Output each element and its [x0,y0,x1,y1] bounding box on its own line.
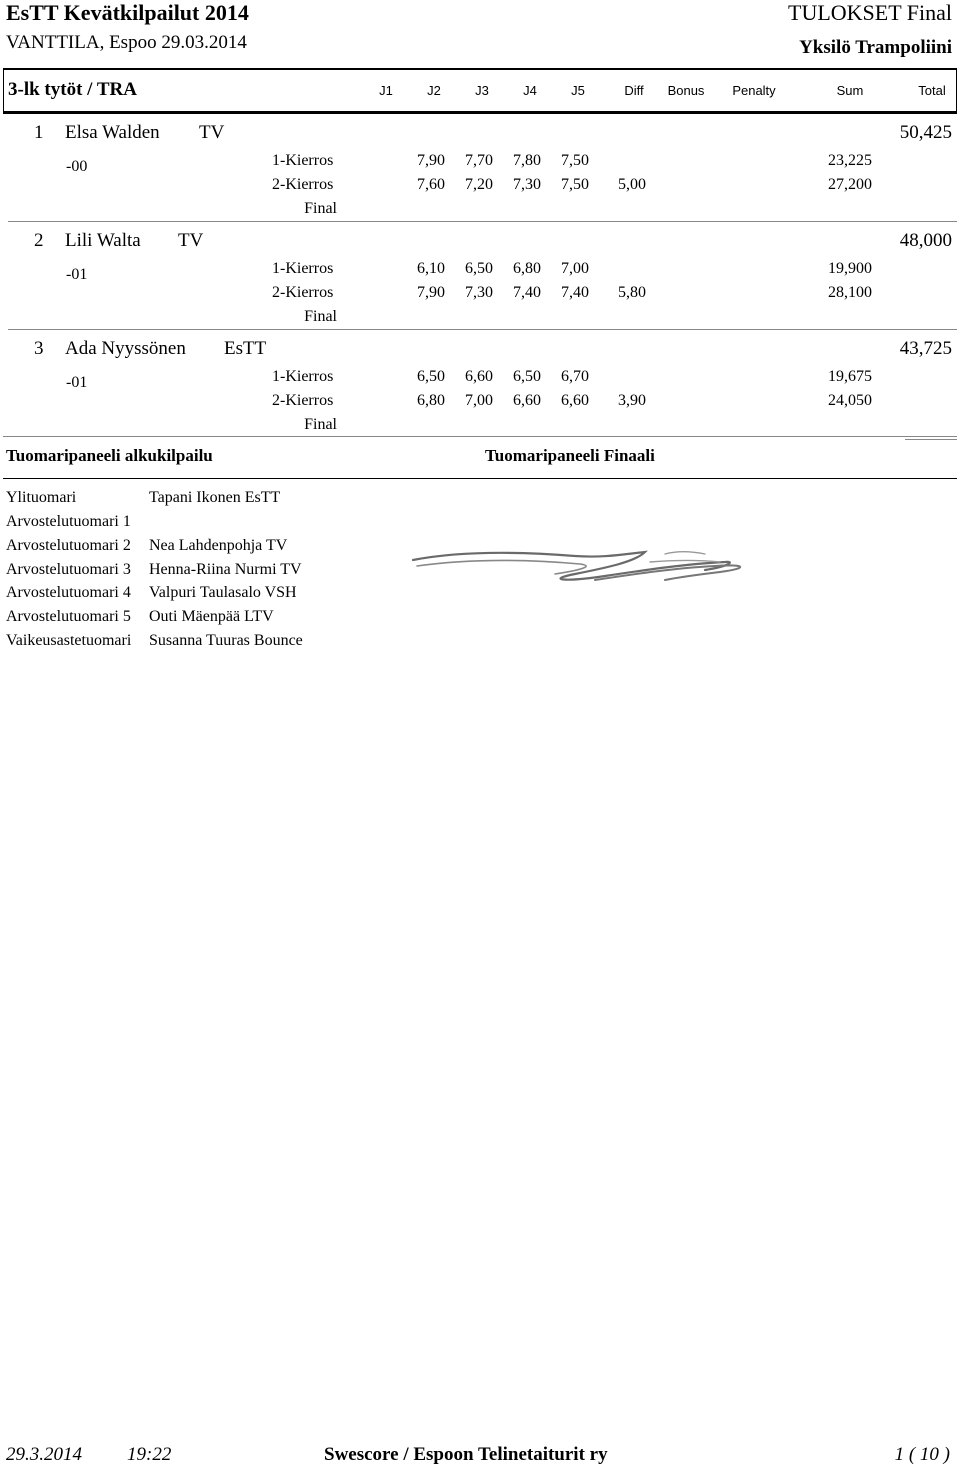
judge-name: Outi Mäenpää LTV [149,608,274,625]
athlete-name: Lili Walta [65,230,141,251]
judge-name: Henna-Riina Nurmi TV [149,561,302,578]
athlete-name: Ada Nyyssönen [65,338,186,359]
round-label: 1-Kierros [272,260,334,277]
score-diff: 5,80 [618,284,646,301]
athlete-year: -01 [66,374,88,391]
score-diff: 5,00 [618,176,646,193]
score-j1: 6,50 [417,368,445,385]
round-label: Final [304,308,337,325]
score-sum: 28,100 [828,284,872,301]
judge-name: Nea Lahdenpohja TV [149,537,288,554]
athlete-year: -00 [66,158,88,175]
score-j3: 6,60 [513,392,541,409]
score-j4: 7,00 [561,260,589,277]
athlete-total: 50,425 [899,122,952,143]
athlete-rank: 1 [34,122,44,143]
score-sum: 27,200 [828,176,872,193]
col-total: Total [918,83,946,98]
athlete-year: -01 [66,266,88,283]
col-j2: J2 [427,83,441,98]
score-sum: 19,675 [828,368,872,385]
final-panel-title: Tuomaripaneeli Finaali [485,446,655,465]
athlete-club: EsTT [224,338,267,359]
judge-role: Arvostelutuomari 1 [6,513,131,530]
col-j4: J4 [523,83,537,98]
round-label: 1-Kierros [272,152,334,169]
judge-name: Valpuri Taulasalo VSH [149,584,297,601]
table-bottom-rule [3,436,957,437]
athlete-total: 48,000 [899,230,952,251]
col-j1: J1 [379,83,393,98]
venue-date: VANTTILA, Espoo 29.03.2014 [6,32,247,53]
judge-role: Arvostelutuomari 5 [6,608,131,625]
score-j2: 6,60 [465,368,493,385]
category-name: 3-lk tytöt / TRA [8,79,137,100]
panel-rule [3,478,957,479]
footer-page-number: 1 ( 10 ) [894,1444,950,1465]
col-bonus: Bonus [667,83,705,98]
score-j2: 7,30 [465,284,493,301]
score-j3: 6,80 [513,260,541,277]
score-j2: 7,70 [465,152,493,169]
event-name: Yksilö Trampoliini [799,37,952,58]
col-penalty: Penalty [732,83,776,98]
score-sum: 23,225 [828,152,872,169]
score-j3: 7,40 [513,284,541,301]
score-j1: 6,10 [417,260,445,277]
col-j5: J5 [571,83,585,98]
score-sum: 24,050 [828,392,872,409]
score-j4: 6,60 [561,392,589,409]
score-j4: 7,50 [561,176,589,193]
judge-role: Vaikeusastetuomari [6,632,132,649]
score-j3: 6,50 [513,368,541,385]
score-j2: 6,50 [465,260,493,277]
col-j3: J3 [475,83,489,98]
score-j1: 7,90 [417,284,445,301]
round-label: 1-Kierros [272,368,334,385]
judge-role: Arvostelutuomari 4 [6,584,131,601]
athlete-name: Elsa Walden [65,122,160,143]
judge-role: Ylituomari [6,489,77,506]
header-rule [3,68,957,70]
round-label: 2-Kierros [272,284,334,301]
score-j1: 6,80 [417,392,445,409]
judge-role: Arvostelutuomari 3 [6,561,131,578]
score-j3: 7,30 [513,176,541,193]
header-left-rule [3,70,4,114]
results-title: TULOKSET Final [788,0,952,25]
prelim-panel-title: Tuomaripaneeli alkukilpailu [6,446,213,465]
footer-time: 19:22 [127,1444,172,1465]
col-sum: Sum [836,83,864,98]
footer-organizer: Swescore / Espoon Telinetaiturit ry [324,1444,608,1465]
score-j4: 6,70 [561,368,589,385]
header-right-rule [956,70,957,114]
score-j4: 7,50 [561,152,589,169]
score-j1: 7,60 [417,176,445,193]
round-label: Final [304,200,337,217]
judge-name: Tapani Ikonen EsTT [149,489,281,506]
athlete-rank: 3 [34,338,44,359]
row-divider [8,329,957,330]
athlete-rank: 2 [34,230,44,251]
footer-date: 29.3.2014 [6,1444,82,1465]
total-underline [905,439,957,440]
score-sum: 19,900 [828,260,872,277]
round-label: 2-Kierros [272,392,334,409]
score-j2: 7,00 [465,392,493,409]
judge-name: Susanna Tuuras Bounce [149,632,303,649]
signature-image [405,540,865,590]
col-diff: Diff [624,83,644,98]
score-j4: 7,40 [561,284,589,301]
competition-title: EsTT Kevätkilpailut 2014 [6,0,249,25]
athlete-total: 43,725 [899,338,952,359]
round-label: Final [304,416,337,433]
score-diff: 3,90 [618,392,646,409]
round-label: 2-Kierros [272,176,334,193]
score-j3: 7,80 [513,152,541,169]
score-j2: 7,20 [465,176,493,193]
table-top-rule [3,111,957,114]
athlete-club: TV [199,122,225,143]
judge-role: Arvostelutuomari 2 [6,537,131,554]
score-j1: 7,90 [417,152,445,169]
row-divider [8,221,957,222]
athlete-club: TV [178,230,204,251]
